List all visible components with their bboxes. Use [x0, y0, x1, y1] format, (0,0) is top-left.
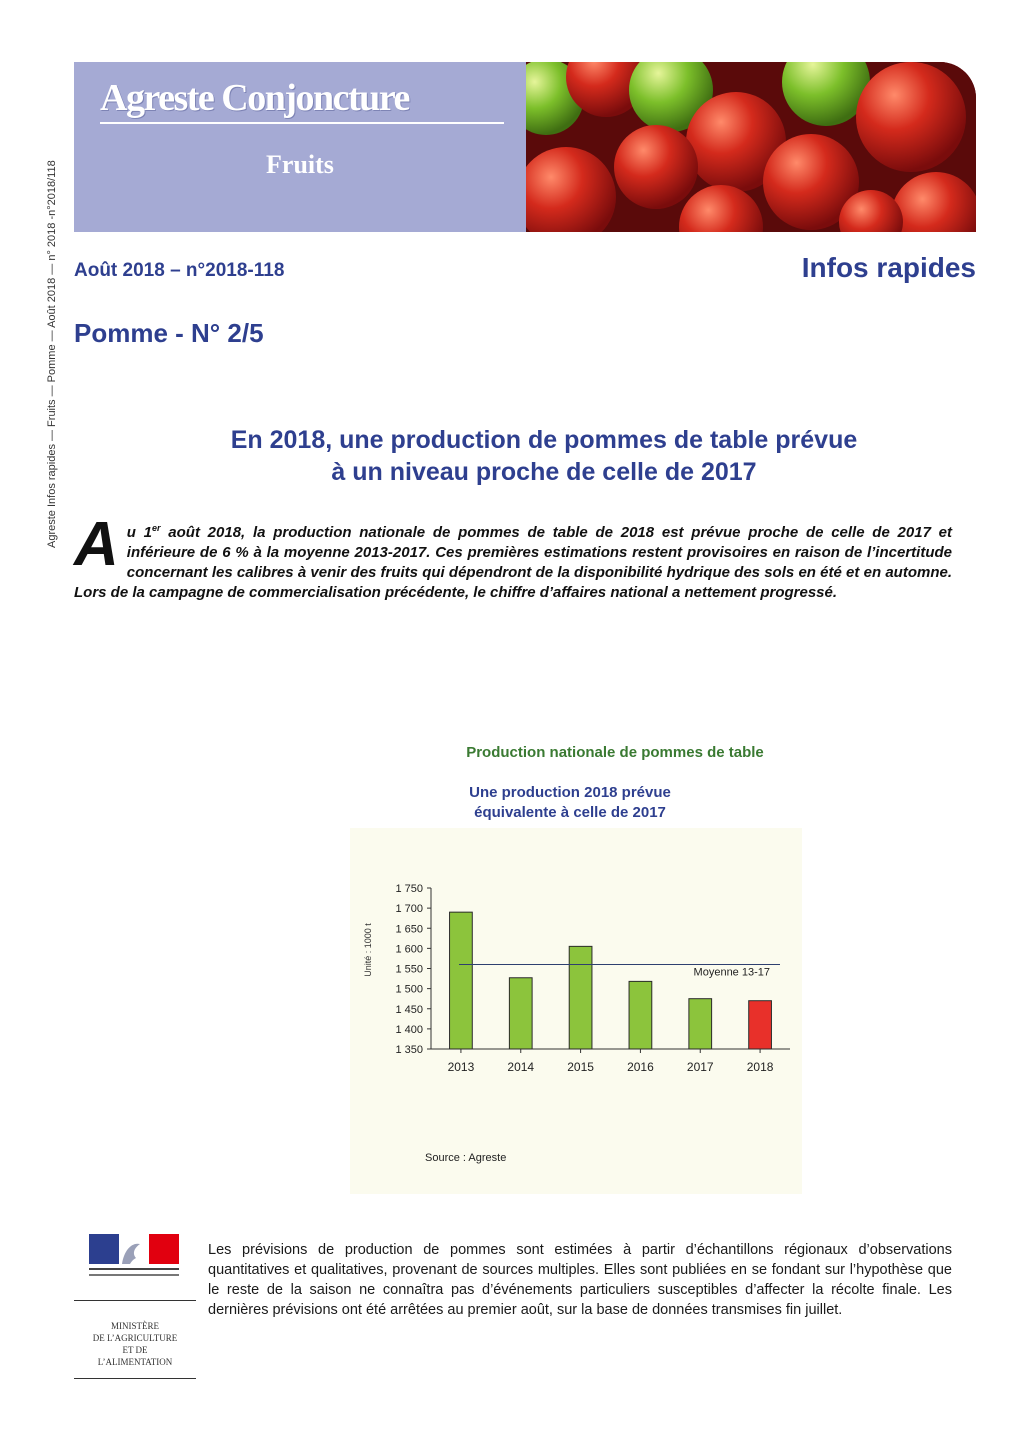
y-tick-label: 1 450 — [395, 1003, 423, 1016]
y-tick-label: 1 350 — [395, 1044, 423, 1056]
logo-bottom-rule — [74, 1378, 196, 1379]
ministry-line-4: L’ALIMENTATION — [97, 1357, 173, 1367]
y-tick-label: 1 650 — [395, 923, 423, 936]
subject-title: Pomme - N° 2/5 — [74, 318, 264, 348]
x-tick-label: 2013 — [447, 1060, 475, 1074]
ministry-logo — [74, 1220, 196, 1380]
chart-title: Production nationale de pommes de table — [466, 744, 764, 761]
y-tick-label: 1 600 — [395, 943, 423, 956]
marianne-logo — [74, 1220, 196, 1320]
y-tick-label: 1 700 — [395, 903, 423, 916]
vertical-reference: Agreste Infos rapides — Fruits — Pomme — Août 2018 — n° 2018 -n°2018/118 — [46, 160, 58, 548]
average-line-label: Moyenne 13-17 — [693, 966, 770, 979]
header-banner — [74, 62, 976, 232]
headline-line-2: à un niveau proche de celle de 2017 — [331, 458, 757, 486]
bar-2018 — [749, 1001, 772, 1049]
ministry-line-1: MINISTÈRE — [111, 1321, 159, 1331]
y-axis-label: Unité : 1000 t — [363, 923, 373, 977]
x-tick-label: 2017 — [686, 1060, 714, 1074]
chart-panel — [350, 828, 802, 1194]
chart-subtitle-line-1: Une production 2018 prévue — [469, 784, 671, 801]
chart-subtitle — [400, 783, 740, 823]
lead-paragraph — [74, 510, 952, 603]
x-tick-label: 2016 — [627, 1060, 654, 1074]
y-tick-label: 1 550 — [395, 963, 423, 976]
ministry-name — [74, 1320, 196, 1368]
chart-source: Source : Agreste — [425, 1152, 507, 1164]
bar-2013 — [450, 912, 473, 1049]
headline — [74, 424, 1014, 488]
x-tick-label: 2018 — [746, 1060, 774, 1074]
drop-cap: A — [74, 510, 119, 579]
bar-2015 — [569, 946, 592, 1049]
headline-line-1: En 2018, une production de pommes de table prévue — [230, 426, 858, 454]
apples-photo — [526, 62, 976, 232]
chart-subtitle-line-2: équivalente à celle de 2017 — [474, 804, 666, 821]
ministry-line-3: ET DE — [122, 1345, 148, 1355]
issue-number: Août 2018 – n°2018-118 — [74, 260, 285, 281]
lead-text-rest: août 2018, la production nationale de pommes de table de 2018 est prévue proche de celle de 2017 et inférieure de 6 % à la moyenne 2013-2017. Ces premières estimations restent provisoires en raison de l’incertitude concernant les calibres à venir des fruits qui dépendront de la disponibilité hydrique des sols en été et en automne. Lors de la campagne de commercialisation précédente, le chiffre d’affaires national a nettement progressé. — [74, 524, 952, 601]
bar-2016 — [629, 981, 652, 1049]
y-tick-label: 1 400 — [395, 1023, 423, 1036]
x-tick-label: 2015 — [567, 1060, 594, 1074]
brand-rule — [100, 122, 504, 124]
bar-2017 — [689, 999, 712, 1049]
lead-superscript: er — [152, 523, 161, 533]
brand-name: Agreste Conjoncture — [100, 77, 409, 119]
lead-text-start: u 1 — [126, 524, 153, 541]
banner-subtitle: Fruits — [266, 150, 334, 179]
bar-chart — [350, 828, 802, 1194]
x-tick-label: 2014 — [507, 1060, 535, 1074]
banner-title-panel — [74, 62, 526, 232]
methodology-note: Les prévisions de production de pommes sont estimées à partir d’échantillons régionaux d’observations quantitatives et qualitatives, provenant de sources multiples. Elles sont publiées en se fondant sur l’hypothèse que le reste de la saison ne connaîtra pas d’événements particuliers susceptibles d’affecter la récolte finale. Les dernières prévisions ont été arrêtées au premier août, sur la base de données transmises fin juillet. — [208, 1242, 952, 1318]
ministry-line-2: DE L’AGRICULTURE — [92, 1333, 178, 1343]
bar-2014 — [509, 978, 532, 1049]
y-tick-label: 1 750 — [395, 883, 423, 895]
y-tick-label: 1 500 — [395, 983, 423, 996]
series-label: Infos rapides — [801, 252, 976, 283]
